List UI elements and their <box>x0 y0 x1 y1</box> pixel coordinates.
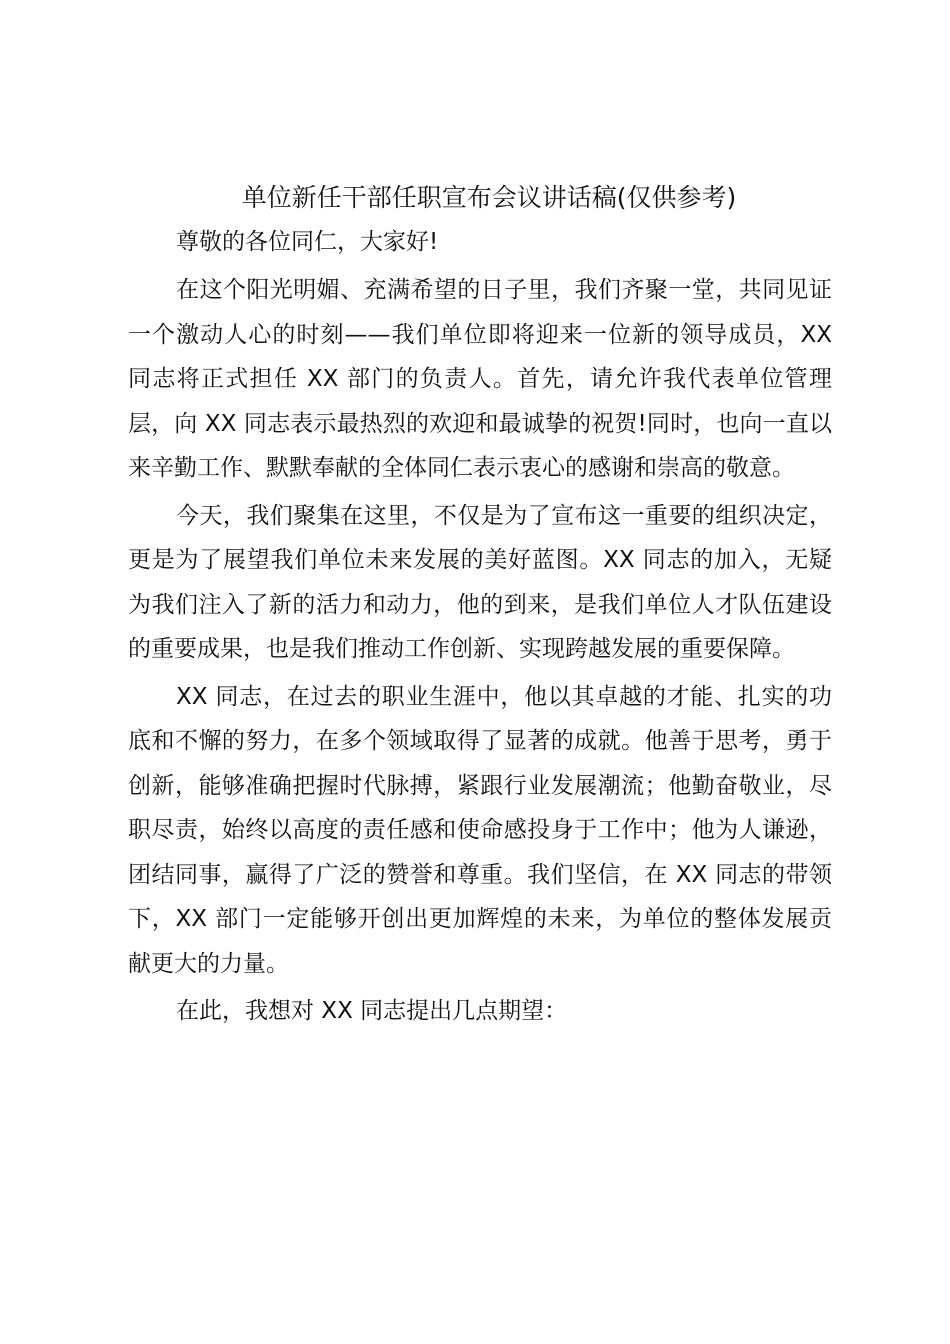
document-page <box>128 176 832 1037</box>
salutation: 尊敬的各位同仁，大家好! <box>176 229 439 255</box>
document-title: 单位新任干部任职宣布会议讲话稿(仅供参考) <box>241 183 737 212</box>
paragraph-1: 在这个阳光明媚、充满希望的日子里，我们齐聚一堂，共同见证一个激动人心的时刻——我们单位即将迎来一位新的领导成员，XX 同志将正式担任 XX 部门的负责人。首先，请允许我代表单位管理层，向 XX 同志表示最热烈的欢迎和最诚挚的祝贺!同时，也向一直以来辛勤工作、默默奉献的全体同仁表示衷心的感谢和崇高的敬意。 <box>128 277 832 481</box>
paragraph-3: XX 同志，在过去的职业生涯中，他以其卓越的才能、扎实的功底和不懈的努力，在多个领域取得了显著的成就。他善于思考，勇于创新，能够准确把握时代脉搏，紧跟行业发展潮流；他勤奋敬业，尽职尽责，始终以高度的责任感和使命感投身于工作中；他为人谦逊，团结同事，赢得了广泛的赞誉和尊重。我们坚信，在 XX 同志的带领下，XX 部门一定能够开创出更加辉煌的未来，为单位的整体发展贡献更大的力量。 <box>128 683 832 977</box>
paragraph-2: 今天，我们聚集在这里，不仅是为了宣布这一重要的组织决定，更是为了展望我们单位未来发展的美好蓝图。XX 同志的加入，无疑为我们注入了新的活力和动力，他的到来，是我们单位人才队伍建设的重要成果，也是我们推动工作创新、实现跨越发展的重要保障。 <box>128 502 832 662</box>
paragraph-4: 在此，我想对 XX 同志提出几点期望： <box>176 998 568 1024</box>
